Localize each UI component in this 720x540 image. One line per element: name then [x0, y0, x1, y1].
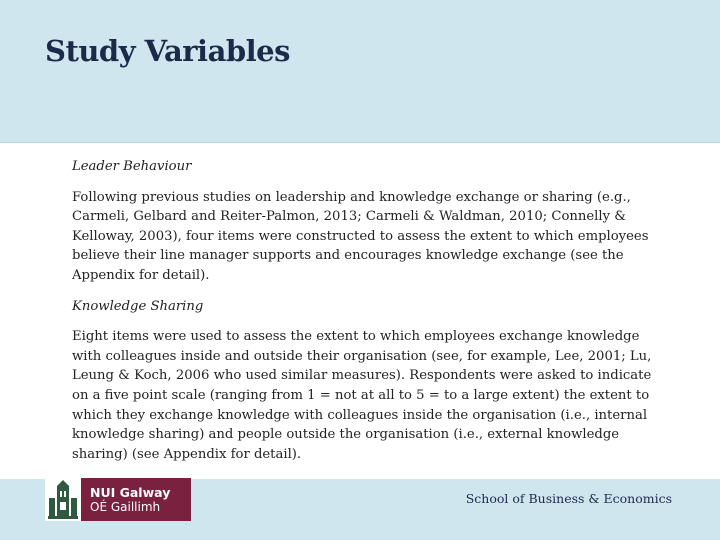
- header-band: [0, 0, 720, 143]
- school-name: School of Business & Economics: [465, 491, 672, 506]
- paragraph-knowledge-sharing: Eight items were used to assess the extent to which employees exchange knowledge with colleagues inside and outside their organisation (see, for example, Lee, 2001; Lu, Leung & Koch, 2006 who used similar measures). Respondents were asked to indicate on a five point scale (ranging from 1 = not at all to 5 = to a large extent) the extent to which they exchange knowledge with colleagues inside the organisation (i.e., internal knowledge sharing) and people outside the organisation (i.e., external knowledge sharing) (see Appendix for detail).: [72, 329, 652, 462]
- section-heading-knowledge-sharing: Knowledge Sharing: [72, 298, 204, 314]
- paragraph-leader-behaviour: Following previous studies on leadership and knowledge exchange or sharing (e.g., Carmeli, Gelbard and Reiter-Palmon, 2013; Carmeli & Waldman, 2010; Connelly & Kelloway, 2003), four items were constructed to assess the extent to which employees believe their line manager supports and encourages knowledge exchange (see the Appendix for detail).: [72, 189, 649, 283]
- content-body: [72, 157, 668, 475]
- tower-icon: [45, 478, 81, 521]
- page-title: Study Variables: [45, 34, 290, 68]
- section-heading-leader-behaviour: Leader Behaviour: [72, 159, 192, 174]
- university-logo: [45, 478, 191, 521]
- logo-line-irish: OÉ Gaillimh: [90, 499, 161, 514]
- logo-line-english: NUI Galway: [90, 484, 171, 500]
- logo-text: [81, 478, 191, 521]
